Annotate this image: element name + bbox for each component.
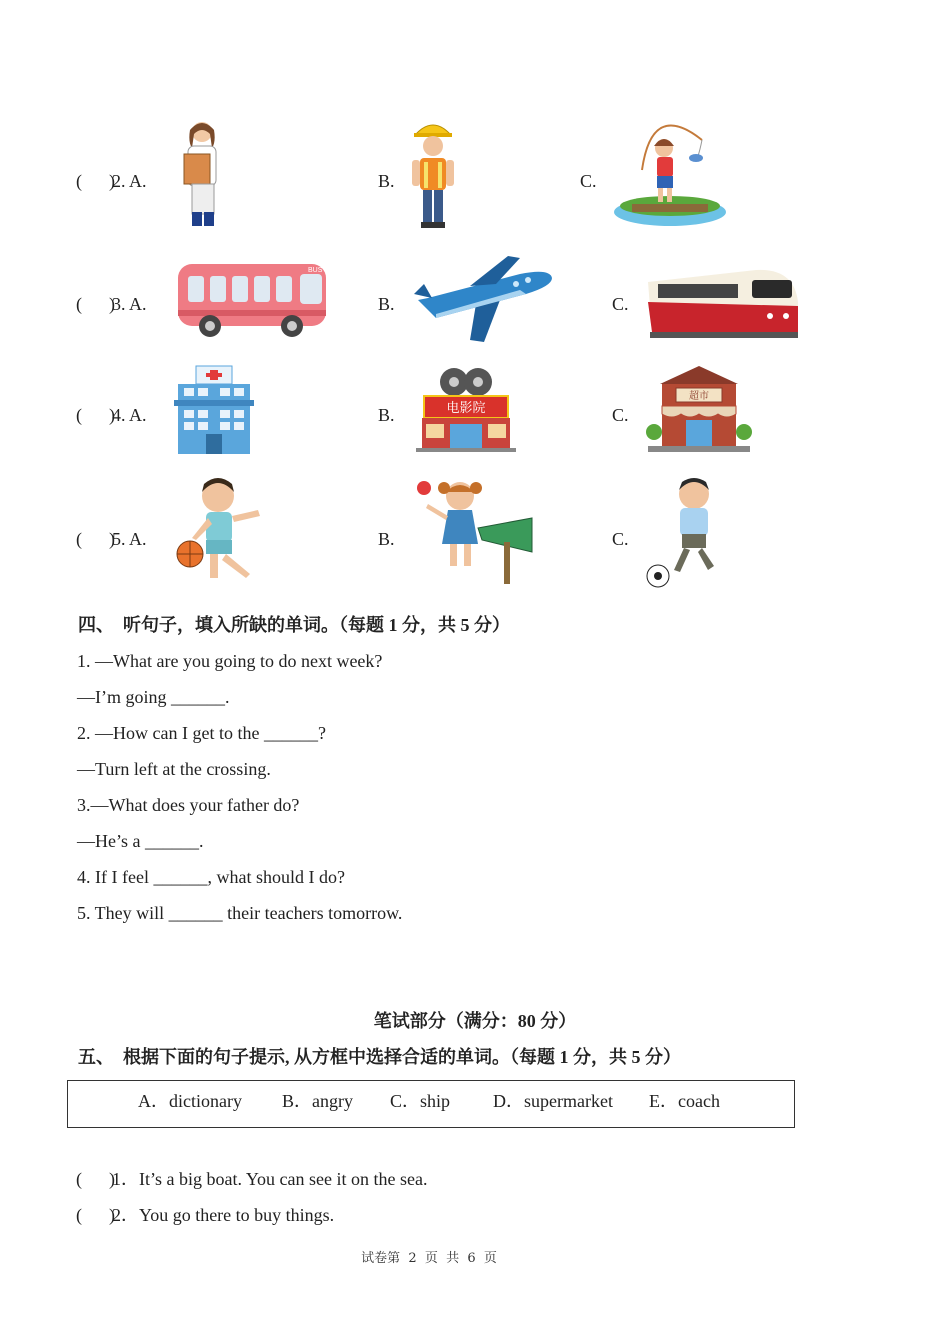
fill-blank-line: 1. —What are you going to do next week?: [77, 651, 383, 671]
answer-paren[interactable]: ( ): [76, 529, 115, 549]
word-option: B．angry: [282, 1091, 353, 1111]
option-b-label: B.: [378, 294, 395, 314]
question-text: 2．You go there to buy things.: [112, 1205, 335, 1225]
bus-picture: [174, 258, 330, 342]
option-c-label: C.: [580, 171, 597, 191]
option-b-label: B.: [378, 405, 395, 425]
word-option: D．supermarket: [493, 1091, 613, 1111]
basketball-boy-picture: [174, 474, 268, 590]
fishing-girl-picture: [612, 100, 730, 230]
answer-paren[interactable]: ( ): [76, 1169, 115, 1189]
option-b-label: B.: [378, 171, 395, 191]
answer-paren[interactable]: ( ): [76, 294, 115, 314]
page-footer: 试卷第 2 页 共 6 页: [361, 1251, 497, 1266]
word-option: A．dictionary: [138, 1091, 242, 1111]
ping-pong-girl-picture: [416, 478, 534, 586]
question-number: 5. A.: [112, 529, 147, 549]
answer-paren[interactable]: ( ): [76, 171, 115, 191]
question-number: 3. A.: [112, 294, 147, 314]
fill-blank-line[interactable]: 2. —How can I get to the ______?: [77, 723, 326, 743]
written-part-title: 笔试部分（满分：80 分）: [373, 1011, 577, 1031]
word-option: C．ship: [390, 1091, 451, 1111]
section-heading: 五、 根据下面的句子提示, 从方框中选择合适的单词。（每题 1 分，共 5 分）: [78, 1047, 681, 1067]
section-heading: 四、 听句子，填入所缺的单词。（每题 1 分，共 5 分）: [78, 615, 510, 635]
train-picture: [646, 262, 802, 342]
cinema-picture: [412, 364, 520, 454]
fill-blank-line[interactable]: —He’s a ______.: [77, 831, 204, 851]
football-boy-picture: [644, 474, 730, 588]
supermarket-sign: 超市: [689, 391, 709, 402]
doctor-picture: [172, 118, 232, 230]
question-text: 1．It’s a big boat. You can see it on the sea.: [112, 1169, 428, 1189]
option-b-label: B.: [378, 529, 395, 549]
bus-sign: BUS: [308, 267, 323, 274]
question-number: 2. A.: [112, 171, 147, 191]
supermarket-picture: [646, 364, 752, 454]
option-c-label: C.: [612, 529, 629, 549]
word-option: E．coach: [649, 1091, 720, 1111]
fill-blank-line[interactable]: 4. If I feel ______, what should I do?: [77, 867, 345, 887]
option-c-label: C.: [612, 294, 629, 314]
fill-blank-line: 3.—What does your father do?: [77, 795, 300, 815]
fill-blank-line[interactable]: 5. They will ______ their teachers tomorrow.: [77, 903, 403, 923]
fill-blank-line[interactable]: —I’m going ______.: [77, 687, 230, 707]
option-c-label: C.: [612, 405, 629, 425]
fill-blank-line: —Turn left at the crossing.: [77, 759, 271, 779]
question-number: 4. A.: [112, 405, 147, 425]
answer-paren[interactable]: ( ): [76, 1205, 115, 1225]
answer-paren[interactable]: ( ): [76, 405, 115, 425]
plane-picture: [410, 254, 556, 346]
hospital-picture: [172, 364, 256, 456]
cinema-sign: 电影院: [446, 401, 486, 416]
worker-picture: [408, 116, 458, 232]
